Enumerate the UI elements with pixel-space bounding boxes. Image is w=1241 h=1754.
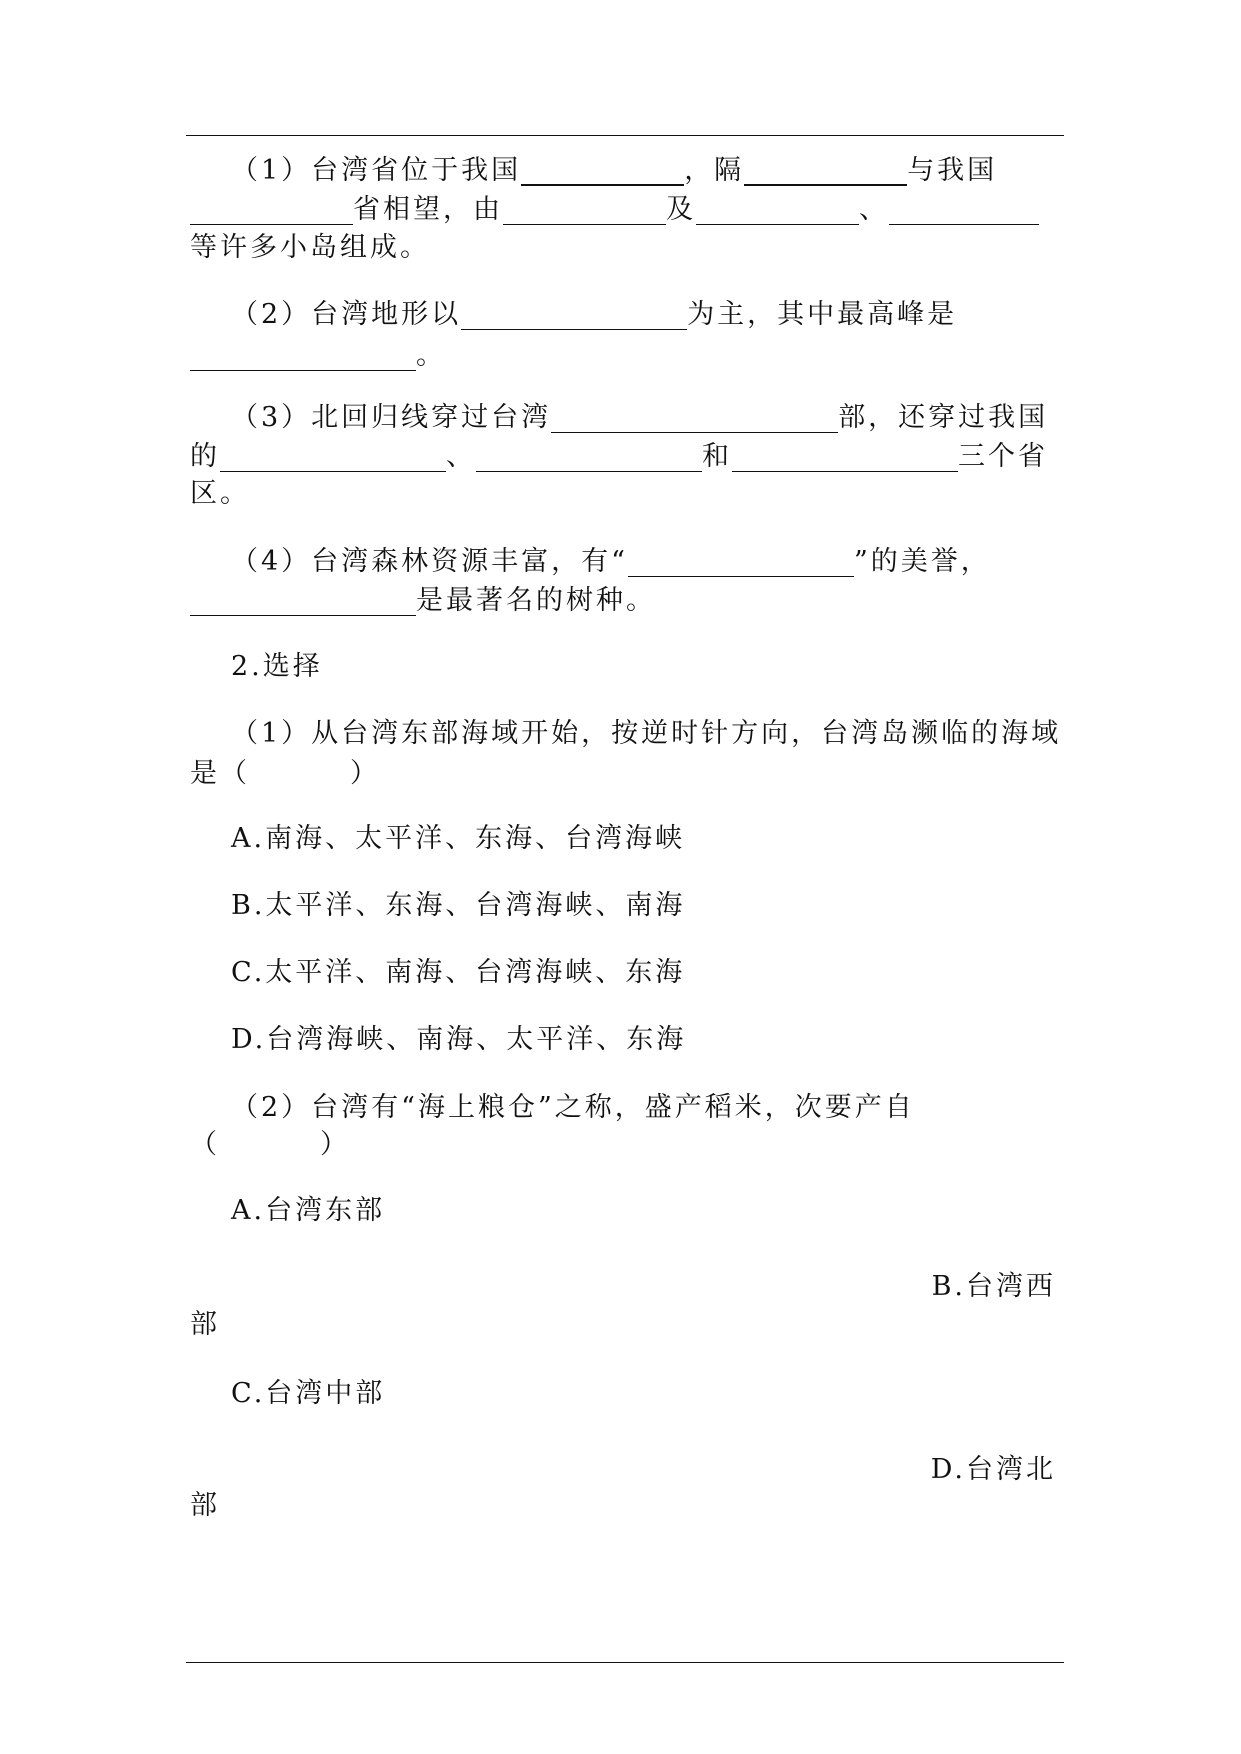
fill-q4-line1	[231, 543, 991, 581]
choice-q2-option-a: A.台湾东部	[231, 1195, 386, 1226]
fill-q4-line2	[190, 582, 656, 620]
answer-blank	[190, 369, 416, 371]
q3-text: 部，还穿过我国	[838, 402, 1049, 433]
section-title: 2.选择	[231, 651, 323, 682]
choice-q2-option-b-wrap: 部	[190, 1309, 220, 1340]
answer-blank	[889, 223, 1039, 225]
fill-q1-line3	[190, 229, 430, 267]
q1-text: 等许多小岛组成。	[190, 232, 430, 263]
choice-q2-option-b: B.台湾西	[931, 1271, 1056, 1302]
choice-q2-stem-text: ）	[320, 1129, 350, 1160]
choice-q1-option-a: A.南海、太平洋、东海、台湾海峡	[231, 823, 686, 854]
q3-text: 区。	[190, 478, 250, 509]
answer-blank	[628, 575, 854, 577]
answer-blank	[220, 470, 446, 472]
q4-text: （4）台湾森林资源丰富，有“	[231, 546, 628, 577]
choice-q1-stem-text: ）	[350, 758, 380, 789]
choice-q1-stem-line2	[190, 755, 380, 793]
choice-q2-stem-line2	[190, 1126, 350, 1164]
q2-text: 为主，其中最高峰是	[687, 299, 958, 330]
fill-q1-line2	[190, 191, 1039, 229]
choice-q1-option-b: B.太平洋、东海、台湾海峡、南海	[231, 890, 686, 921]
answer-blank	[461, 328, 687, 330]
fill-q3-line2	[190, 438, 1048, 476]
q1-text: 、	[859, 194, 889, 225]
answer-blank	[696, 223, 859, 225]
q1-text: 省相望，由	[353, 194, 503, 225]
answer-blank	[503, 223, 666, 225]
fill-q2-line2	[190, 337, 446, 375]
footer-rule	[186, 1662, 1064, 1663]
answer-blank	[732, 470, 958, 472]
header-rule	[186, 135, 1064, 136]
q1-text: 与我国	[907, 155, 998, 186]
q3-text: 的	[190, 441, 220, 472]
choice-q2-option-d-wrap: 部	[190, 1490, 220, 1521]
q2-text: 。	[416, 340, 446, 371]
fill-q1-line1	[231, 152, 997, 190]
answer-blank	[744, 183, 907, 186]
q3-text: 和	[702, 441, 732, 472]
q4-text: ”的美誉，	[853, 546, 991, 577]
answer-blank	[190, 614, 416, 616]
choice-q2-stem-line1: （2）台湾有“海上粮仓”之称，盛产稻米，次要产自	[231, 1092, 915, 1123]
answer-blank	[551, 431, 838, 433]
choice-q1-stem-text: 是（	[190, 758, 250, 789]
answer-blank	[521, 183, 684, 186]
q3-text: 、	[446, 441, 476, 472]
q1-text: （1）台湾省位于我国	[231, 155, 522, 186]
q3-text: （3）北回归线穿过台湾	[231, 402, 552, 433]
q2-text: （2）台湾地形以	[231, 299, 462, 330]
choice-q2-option-c: C.台湾中部	[231, 1378, 386, 1409]
fill-q3-line1	[231, 399, 1048, 437]
choice-q1-option-d: D.台湾海峡、南海、太平洋、东海	[231, 1024, 687, 1055]
q1-text: 及	[666, 194, 696, 225]
answer-blank	[476, 470, 702, 472]
fill-q3-line3	[190, 475, 250, 513]
fill-q2-line1	[231, 296, 957, 334]
answer-blank	[190, 223, 353, 225]
choice-q2-stem-text: （	[190, 1129, 220, 1160]
choice-q1-option-c: C.太平洋、南海、台湾海峡、东海	[231, 957, 686, 988]
q3-text: 三个省	[958, 441, 1048, 472]
q4-text: 是最著名的树种。	[416, 585, 656, 616]
q1-text: ，隔	[684, 155, 745, 186]
choice-q1-stem-line1: （1）从台湾东部海域开始，按逆时针方向，台湾岛濒临的海域	[231, 718, 1062, 749]
choice-q2-option-d: D.台湾北	[930, 1454, 1056, 1485]
